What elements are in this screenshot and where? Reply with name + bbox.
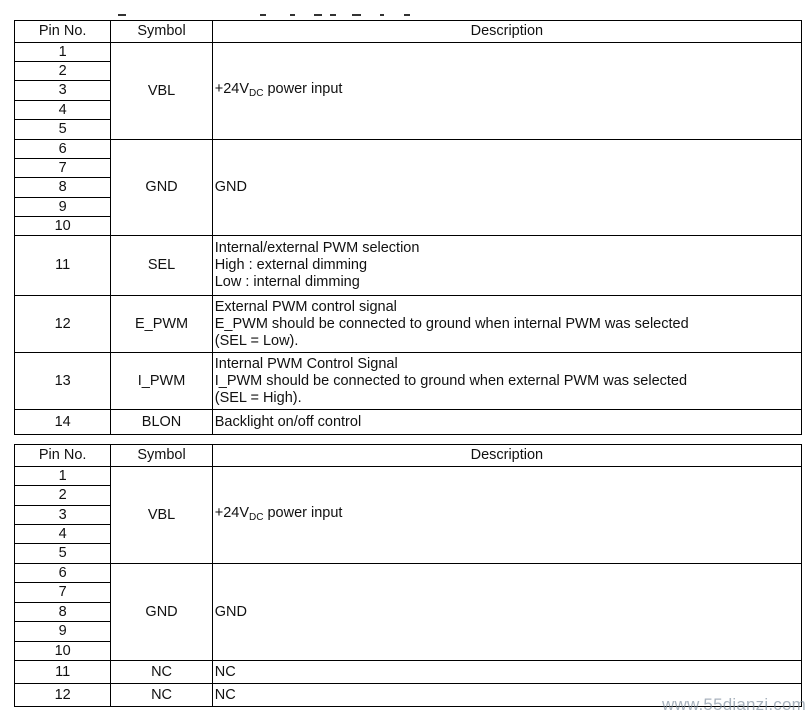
header-symbol: Symbol — [111, 445, 212, 467]
symbol-cell: VBL — [111, 43, 212, 140]
table-row — [15, 564, 802, 583]
desc-text: power input — [263, 80, 343, 97]
pin-number: 4 — [15, 525, 111, 544]
pin-number: 3 — [15, 81, 111, 101]
pin-number: 12 — [15, 296, 111, 353]
symbol-cell: E_PWM — [111, 296, 212, 353]
header-pin-no: Pin No. — [15, 21, 111, 43]
desc-line: (SEL = Low). — [214, 332, 299, 349]
header-symbol: Symbol — [111, 21, 212, 43]
desc-text: +24V — [214, 80, 250, 97]
symbol-cell: VBL — [111, 467, 212, 564]
pin-number: 7 — [15, 159, 111, 178]
symbol-cell: BLON — [111, 410, 212, 435]
desc-line: Internal/external PWM selection — [214, 240, 420, 256]
cropped-text-remnant — [0, 0, 812, 20]
pin-number: 4 — [15, 101, 111, 120]
pin-number: 8 — [15, 603, 111, 622]
desc-line: External PWM control signal — [214, 298, 397, 315]
table-row — [15, 140, 802, 159]
pin-number: 11 — [15, 236, 111, 296]
pin-number: 10 — [15, 217, 111, 236]
pin-number: 14 — [15, 410, 111, 435]
pin-number: 9 — [15, 198, 111, 217]
pin-number: 2 — [15, 486, 111, 506]
pin-number: 1 — [15, 43, 111, 62]
desc-line: E_PWM should be connected to ground when internal PWM was selected — [214, 315, 689, 332]
desc-line: Internal PWM Control Signal — [214, 355, 398, 372]
description-cell: Backlight on/off control — [212, 410, 801, 435]
pin-number: 1 — [15, 467, 111, 486]
pin-number: 6 — [15, 140, 111, 159]
table-row — [15, 661, 802, 684]
symbol-cell: GND — [111, 140, 212, 236]
desc-subscript: DC — [249, 87, 264, 99]
pin-table-backlight — [14, 20, 802, 435]
description-cell: NC — [212, 661, 801, 684]
table-row — [15, 296, 802, 353]
table-row — [15, 410, 802, 435]
header-pin-no: Pin No. — [15, 445, 111, 467]
pin-number: 7 — [15, 583, 111, 603]
pin-number: 2 — [15, 62, 111, 81]
symbol-cell: NC — [111, 661, 212, 684]
description-cell — [212, 467, 801, 564]
pin-number: 13 — [15, 353, 111, 410]
pin-number: 5 — [15, 544, 111, 564]
description-cell — [212, 353, 801, 410]
pin-number: 12 — [15, 684, 111, 707]
desc-line: I_PWM should be connected to ground when external PWM was selected — [214, 372, 688, 389]
desc-line: High : external dimming — [214, 257, 368, 273]
description-cell — [212, 296, 801, 353]
description-cell — [212, 43, 801, 140]
table-row — [15, 467, 802, 486]
desc-text: +24V — [214, 504, 250, 521]
table-row — [15, 236, 802, 296]
pin-number: 6 — [15, 564, 111, 583]
desc-line: (SEL = High). — [214, 389, 302, 406]
pin-number: 11 — [15, 661, 111, 684]
pin-number: 10 — [15, 642, 111, 661]
description-cell: NC — [212, 684, 801, 707]
symbol-cell: GND — [111, 564, 212, 661]
watermark-logo: www.55dianzi.com — [662, 695, 806, 714]
header-description: Description — [212, 445, 801, 467]
pin-number: 8 — [15, 178, 111, 198]
symbol-cell: SEL — [111, 236, 212, 296]
header-description: Description — [212, 21, 801, 43]
table-row — [15, 353, 802, 410]
table-row — [15, 43, 802, 62]
pin-number: 9 — [15, 622, 111, 642]
pin-number: 5 — [15, 120, 111, 140]
description-cell — [212, 236, 801, 296]
description-cell: GND — [212, 140, 801, 236]
desc-line: Low : internal dimming — [214, 274, 360, 290]
symbol-cell: NC — [111, 684, 212, 707]
desc-subscript: DC — [249, 511, 264, 523]
description-cell: GND — [212, 564, 801, 661]
pin-table-second — [14, 444, 802, 707]
table-header-row — [15, 445, 802, 467]
table-header-row — [15, 21, 802, 43]
pin-number: 3 — [15, 506, 111, 525]
symbol-cell: I_PWM — [111, 353, 212, 410]
desc-text: power input — [263, 504, 343, 521]
